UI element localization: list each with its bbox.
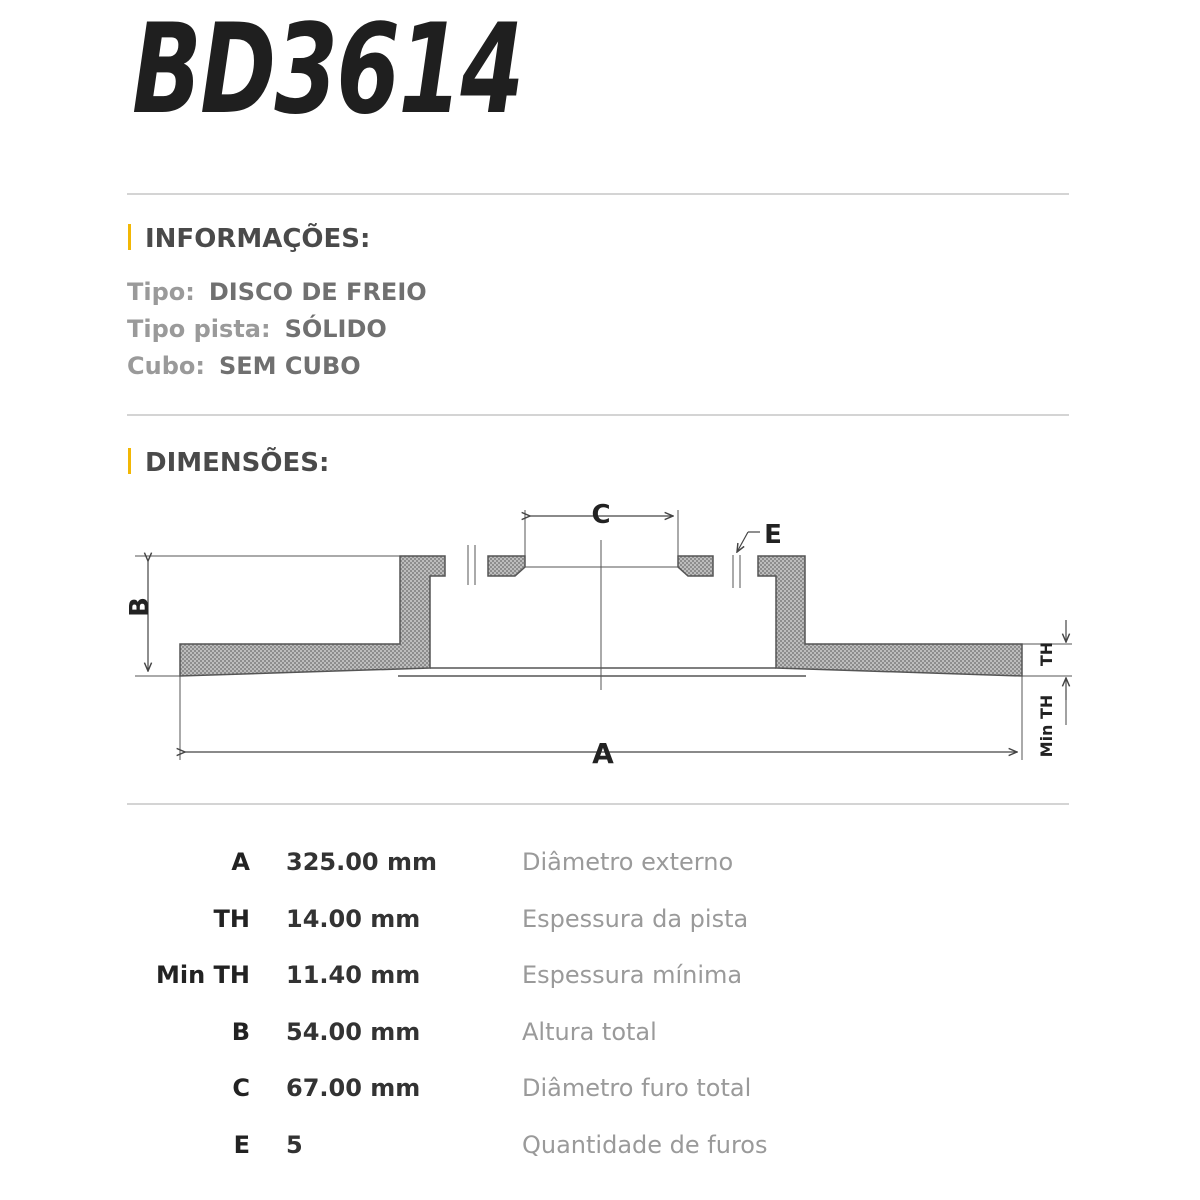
accent-bar [128,448,131,474]
dimension-row [0,1131,1200,1171]
disc-left-section [180,556,445,676]
dimension-description: Espessura da pista [522,905,749,933]
dimension-description: Diâmetro externo [522,848,734,876]
info-value: SÓLIDO [284,315,387,343]
divider [127,803,1069,805]
dimension-description: Altura total [522,1018,657,1046]
label-TH: TH [1037,641,1056,667]
info-heading-text: INFORMAÇÕES: [145,224,371,254]
info-value: SEM CUBO [218,352,361,380]
product-code: BD3614 [132,0,523,142]
dimension-value: 11.40 mm [286,961,421,989]
dimensions-heading-text: DIMENSÕES: [145,448,330,478]
info-label: Tipo pista: [127,315,271,343]
info-label: Tipo: [127,278,195,306]
dimensions-heading [128,448,329,478]
dimension-value: 54.00 mm [286,1018,421,1046]
label-A: A [592,737,614,770]
divider [127,193,1069,195]
dimension-row [0,961,1200,1001]
disc-right-section [758,556,1022,676]
dimension-row [0,1074,1200,1114]
dimension-code: B [231,1018,250,1046]
dimension-value: 5 [286,1131,303,1159]
dimension-code: TH [213,905,250,933]
dimension-code: A [231,848,250,876]
brake-disc-diagram [0,490,1200,790]
info-row-type [127,278,427,306]
label-B: B [125,597,155,617]
dimension-description: Espessura mínima [522,961,743,989]
dimension-code: E [233,1131,250,1159]
dimension-row [0,848,1200,888]
dimension-row [0,1018,1200,1058]
hub-flange-right [678,556,713,576]
label-MinTH: Min TH [1037,694,1056,758]
divider [127,414,1069,416]
info-row-track [127,315,387,343]
label-E: E [764,520,782,550]
dimension-description: Quantidade de furos [522,1131,768,1159]
dimension-description: Diâmetro furo total [522,1074,752,1102]
dimension-code: Min TH [155,961,250,989]
label-C: C [591,500,611,530]
dimension-code: C [232,1074,250,1102]
info-value: DISCO DE FREIO [208,278,427,306]
hub-flange-left [488,556,525,576]
dimension-row [0,905,1200,945]
info-label: Cubo: [127,352,205,380]
accent-bar [128,224,131,250]
dimension-value: 325.00 mm [286,848,437,876]
dimension-value: 67.00 mm [286,1074,421,1102]
dimension-value: 14.00 mm [286,905,421,933]
info-row-hub [127,352,361,380]
info-heading [128,224,370,254]
